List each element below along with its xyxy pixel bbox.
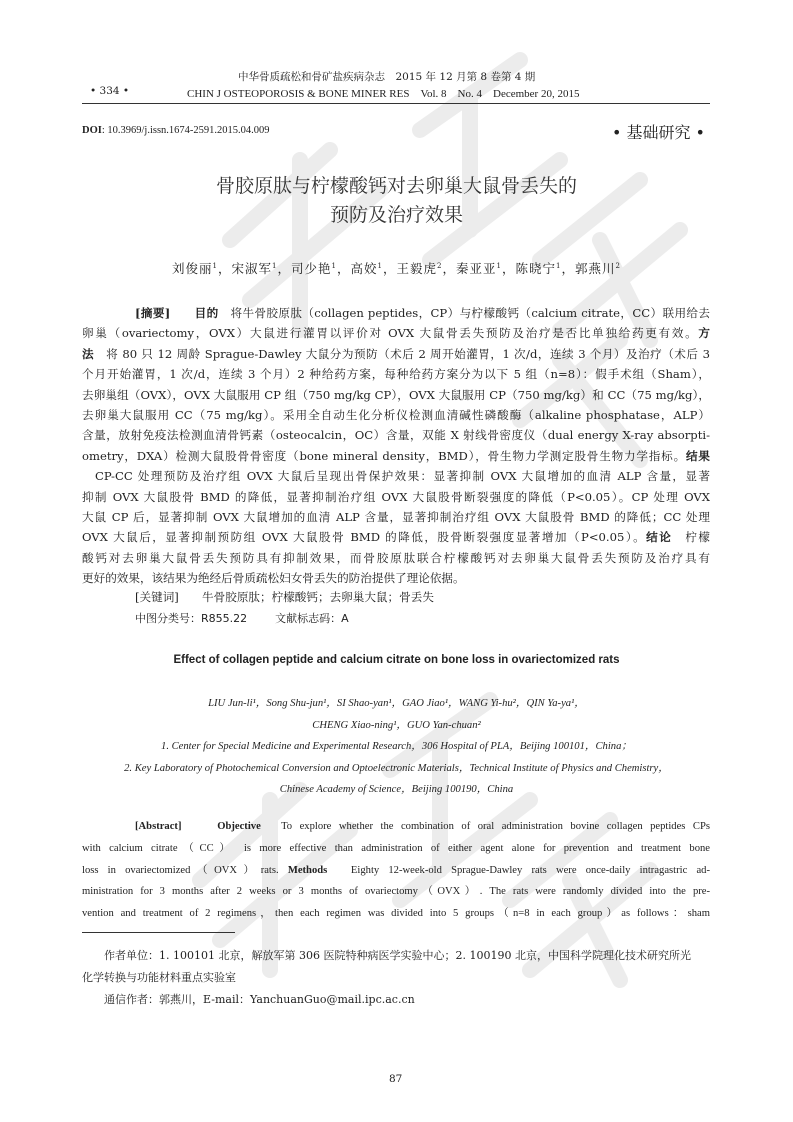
author: 秦亚亚$^1$， bbox=[456, 261, 516, 276]
author-affiliation-mark: 2 bbox=[437, 261, 443, 270]
author: 刘俊丽$^1$， bbox=[172, 261, 232, 276]
author-affiliation-mark: 1 bbox=[377, 261, 383, 270]
text-segment: 将牛骨胶原肽（collagen peptides，CP）与柠檬酸钙（calcium citrate，CC）联用给去 bbox=[218, 306, 710, 320]
author bbox=[575, 261, 621, 276]
text-segment: vention and treatment of 2 regimens，then each regimen was divided into 5 groups（n=8 in each group）as follows：sham bbox=[82, 908, 710, 920]
keywords bbox=[135, 589, 434, 605]
text-segment: 更好的效果，该结果为绝经后骨质疏松妇女骨丢失的防治提供了理论依据。 bbox=[82, 571, 465, 586]
paragraph-line bbox=[82, 325, 710, 341]
paragraph-line bbox=[82, 883, 710, 898]
footnote-affiliation: 作者单位：1. 100101 北京，解放军第 306 医院特种病医学实验中心；2. 100190 北京，中国科学院理化技术研究所光 bbox=[104, 949, 691, 962]
section-heading: 结论 bbox=[646, 530, 673, 545]
author-affiliation-mark: 1 bbox=[331, 261, 337, 270]
authors-cn bbox=[0, 259, 793, 277]
author-name: 陈晓宁 bbox=[515, 261, 557, 276]
title-line-2: 预防及治疗效果 bbox=[329, 204, 463, 226]
section-heading: 结果 bbox=[685, 448, 710, 463]
doc-code-label: 文献标志码： bbox=[275, 612, 342, 625]
paragraph-line bbox=[95, 468, 710, 484]
text-segment: OVX 大鼠后，显著抑制预防组 OVX 大鼠股骨 BMD 的降低，股骨断裂强度显著增加（P<0.05）。 bbox=[82, 530, 647, 545]
paragraph-line bbox=[82, 840, 710, 855]
paragraph-line bbox=[82, 407, 710, 423]
classification-label: 中图分类号： bbox=[135, 612, 201, 625]
section-heading: Objective bbox=[217, 821, 261, 832]
paragraph-line bbox=[82, 570, 710, 586]
authors-en-line: LIU Jun-li¹，Song Shu-jun¹，SI Shao-yan¹，GAO Jiao¹，WANG Yi-hu²，QIN Ya-ya¹， bbox=[208, 698, 585, 709]
affiliation-2: 2. Key Laboratory of Photochemical Conversion and Optoelectronic Materials，Technical Institute of Physics and Chemistry， bbox=[124, 762, 669, 774]
authors-en bbox=[0, 693, 793, 801]
authors-en-line: CHENG Xiao-ning¹，GUO Yan-chuan² bbox=[312, 719, 481, 731]
text-segment: 大鼠 CP 后，显著抑制 OVX 大鼠增加的血清 ALP 含量，显著抑制治疗组 OVX 大鼠股骨 BMD 的降低；CC 处理 bbox=[82, 510, 710, 524]
text-segment: ministration for 3 months after 2 weeks or 3 months of ovariectomy（OVX）. The rats were randomly divided into the pre- bbox=[82, 886, 710, 898]
section-heading: [摘要] bbox=[135, 306, 171, 320]
page-title bbox=[0, 172, 793, 230]
text-segment: 将 80 只 12 周龄 Sprague-Dawley 大鼠分为预防（术后 2 周开始灌胃，1 次/d，连续 3 个月）及治疗（术后 3 bbox=[94, 346, 710, 361]
doi bbox=[82, 125, 270, 136]
text-segment: 去卵巢大鼠服用 CC（75 mg/kg）。采用全自动生化分析仪检测血清碱性磷酸酶（alkaline phosphatase，ALP） bbox=[82, 408, 710, 422]
paragraph-line bbox=[82, 489, 710, 505]
author-name: 司少艳 bbox=[291, 261, 332, 276]
author-affiliation-mark: 1 bbox=[212, 261, 218, 270]
classification bbox=[135, 610, 349, 626]
author: 司少艳$^1$， bbox=[291, 261, 351, 276]
paragraph-line bbox=[82, 387, 710, 403]
text-segment: 含量，放射免疫法检测血清骨钙素（osteocalcin，OC）含量，双能 X 射线骨密度仪（dual energy X-ray absorpti- bbox=[82, 428, 710, 443]
header-rule bbox=[82, 103, 710, 104]
text-segment: 卵巢（ovariectomy，OVX）大鼠进行灌胃以评价对 OVX 大鼠骨丢失预防及治疗是否比单独给药更有效。 bbox=[82, 326, 699, 341]
text-segment: 个月开始灌胃，1 次/d，连续 3 个月）2 种给药方案，每种给药方案分为以下 5 组（n=8）：假手术组（Sham）， bbox=[82, 367, 710, 382]
paragraph-line bbox=[135, 305, 710, 321]
journal-title-en: CHIN J OSTEOPOROSIS & BONE MINER RES Vol. 8 No. 4 December 20, 2015 bbox=[187, 88, 580, 100]
page-number: 87 bbox=[389, 1073, 403, 1085]
footnote-correspondence: 通信作者：郭燕川，E-mail：YanchuanGuo@mail.ipc.ac.cn bbox=[104, 993, 415, 1006]
keywords-label: [关键词] bbox=[135, 590, 179, 604]
section-label: • 基础研究 • bbox=[611, 123, 705, 142]
paragraph-line bbox=[82, 427, 710, 443]
keywords-value: 牛骨胶原肽；柠檬酸钙；去卵巢大鼠；骨丢失 bbox=[202, 590, 434, 604]
author-affiliation-mark: 1 bbox=[496, 261, 502, 270]
text-segment: loss in ovariectomized（OVX）rats. bbox=[82, 864, 288, 876]
author-name: 高姣 bbox=[350, 261, 378, 276]
affiliation-1: 1. Center for Special Medicine and Experimental Research，306 Hospital of PLA，Beijing 100101，China； bbox=[161, 741, 632, 752]
footnotes bbox=[82, 945, 691, 1011]
page-label: • 334 • bbox=[90, 85, 130, 97]
text-segment bbox=[170, 306, 194, 320]
footnote-affiliation-cont: 化学转换与功能材料重点实验室 bbox=[82, 971, 236, 984]
text-segment: 柠檬 bbox=[672, 530, 710, 545]
doi-label: DOI bbox=[82, 125, 102, 136]
paragraph-line bbox=[82, 529, 710, 545]
text-segment: Eighty 12-week-old Sprague-Dawley rats were once-daily intragastric ad- bbox=[327, 864, 710, 876]
author-affiliation-mark: 1 bbox=[272, 261, 278, 270]
section-heading: 法 bbox=[82, 346, 95, 361]
text-segment: with calcium citrate（CC） is more effective than administration of either agent alone for prevention and treatment bone bbox=[82, 842, 710, 854]
author-name: 刘俊丽 bbox=[172, 261, 213, 276]
text-segment bbox=[181, 821, 217, 832]
author-affiliation-mark: 2 bbox=[615, 261, 621, 270]
text-segment: ometry，DXA）检测大鼠股骨骨密度（bone mineral density，BMD），骨生物力学测定股骨生物力学指标。 bbox=[82, 448, 686, 463]
author-affiliation-mark: 1 bbox=[556, 261, 562, 270]
title-en: Effect of collagen peptide and calcium citrate on bone loss in ovariectomized rats bbox=[173, 654, 620, 666]
paragraph-line bbox=[135, 818, 710, 833]
text-segment: 抑制 OVX 大鼠股骨 BMD 的降低，显著抑制治疗组 OVX 大鼠股骨断裂强度的降低（P<0.05）。CP 处理 OVX bbox=[82, 489, 710, 504]
journal-title-cn: 中华骨质疏松和骨矿盐疾病杂志 2015 年 12 月第 8 卷第 4 期 bbox=[238, 71, 536, 83]
section-heading: 方 bbox=[698, 326, 710, 341]
doc-code-value: A bbox=[341, 612, 349, 625]
paragraph-line bbox=[82, 448, 710, 464]
paragraph-line bbox=[82, 346, 710, 362]
text-segment: 酸钙对去卵巢大鼠骨丢失预防具有抑制效果，而骨胶原肽联合柠檬酸钙对去卵巢大鼠骨丢失预防及治疗具有 bbox=[82, 550, 710, 565]
section-heading: 目的 bbox=[194, 306, 219, 320]
paragraph-line bbox=[82, 862, 710, 877]
author: 陈晓宁$^1$， bbox=[515, 261, 575, 276]
paragraph-line bbox=[82, 550, 710, 566]
section-heading: Methods bbox=[287, 864, 328, 876]
paragraph-line bbox=[82, 905, 710, 920]
author: 高姣$^1$， bbox=[350, 261, 397, 276]
doi-value: : 10.3969/j.issn.1674-2591.2015.04.009 bbox=[101, 125, 270, 136]
text-segment: To explore whether the combination of oral administration bovine collagen peptides CPs bbox=[260, 821, 710, 832]
text-segment: 去卵巢组（OVX），OVX 大鼠服用 CP 组（750 mg/kg CP），OVX 大鼠服用 CP（750 mg/kg）和 CC（75 mg/kg）， bbox=[82, 387, 710, 402]
author-name: 宋淑军 bbox=[231, 261, 273, 276]
author-name: 秦亚亚 bbox=[456, 261, 497, 276]
section-heading: [Abstract] bbox=[135, 821, 182, 832]
paragraph-line bbox=[82, 366, 710, 382]
author-name: 王毅虎 bbox=[396, 261, 438, 276]
title-line-1: 骨胶原肽与柠檬酸钙对去卵巢大鼠骨丢失的 bbox=[215, 175, 577, 197]
author: 宋淑军$^1$， bbox=[231, 261, 291, 276]
footnote-rule bbox=[82, 932, 235, 933]
paragraph-line bbox=[82, 509, 710, 525]
author: 王毅虎$^2$， bbox=[396, 261, 456, 276]
affiliation-2-cont: Chinese Academy of Science，Beijing 100190，China bbox=[279, 784, 514, 795]
text-segment: CP-CC 处理预防及治疗组 OVX 大鼠后呈现出骨保护效果：显著抑制 OVX 大鼠增加的血清 ALP 含量，显著 bbox=[95, 469, 710, 484]
classification-value: R855.22 bbox=[201, 612, 248, 625]
author-name: 郭燕川 bbox=[575, 261, 616, 276]
